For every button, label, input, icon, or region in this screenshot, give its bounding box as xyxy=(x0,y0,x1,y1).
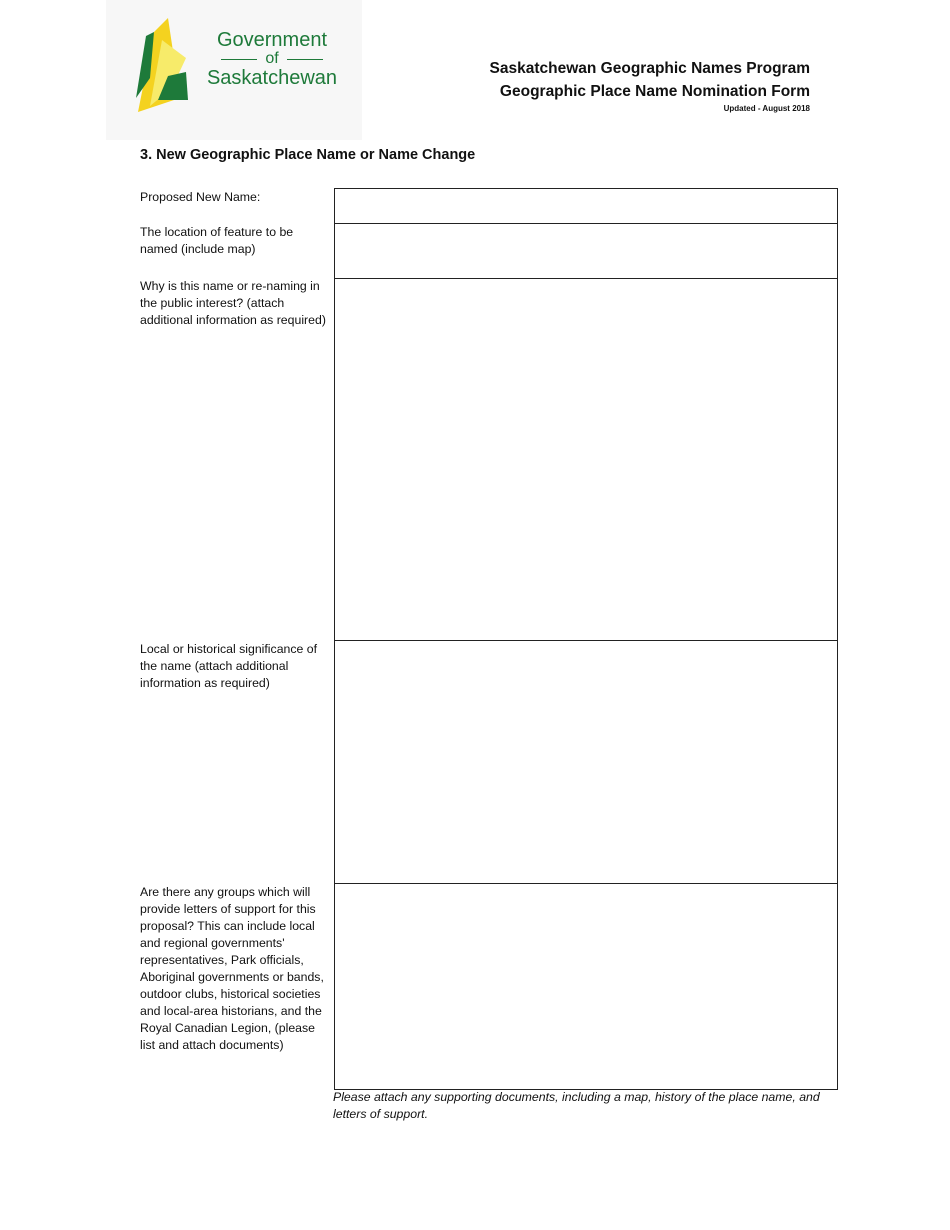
logo-wordmark xyxy=(202,30,342,89)
section-title: 3. New Geographic Place Name or Name Change xyxy=(140,147,476,163)
attachment-note: Please attach any supporting documents, including a map, history of the place name, and letters of support. xyxy=(333,1090,820,1121)
public-interest-label: Why is this name or re-naming in the public interest? (attach additional information as required) xyxy=(140,279,326,327)
saskatchewan-wheat-logo-icon xyxy=(128,18,192,114)
logo-line-saskatchewan: Saskatchewan xyxy=(206,66,338,89)
public-interest-input[interactable] xyxy=(334,278,838,641)
significance-label: Local or historical significance of the name (attach additional information as required) xyxy=(140,642,318,690)
government-logo xyxy=(106,0,362,140)
support-groups-input[interactable] xyxy=(334,883,838,1090)
form-title: Geographic Place Name Nomination Form xyxy=(499,83,810,100)
updated-date: Updated - August 2018 xyxy=(723,104,810,113)
program-title: Saskatchewan Geographic Names Program xyxy=(489,60,810,77)
logo-line-of: of xyxy=(202,51,342,68)
logo-line-government: Government xyxy=(216,29,328,51)
location-input[interactable] xyxy=(334,223,838,279)
location-label: The location of feature to be named (include map) xyxy=(140,225,294,256)
support-groups-label: Are there any groups which will provide letters of support for this proposal? This can include local and regional governments' representatives, Park officials, Aboriginal governments or bands, outdoor clubs, historical societies and local-area historians, and the Royal Canadian Legion, (please list and attach documents) xyxy=(140,885,324,1052)
proposed-name-label: Proposed New Name: xyxy=(140,190,261,204)
significance-input[interactable] xyxy=(334,640,838,884)
form-header xyxy=(490,57,810,115)
proposed-name-input[interactable] xyxy=(334,188,838,224)
